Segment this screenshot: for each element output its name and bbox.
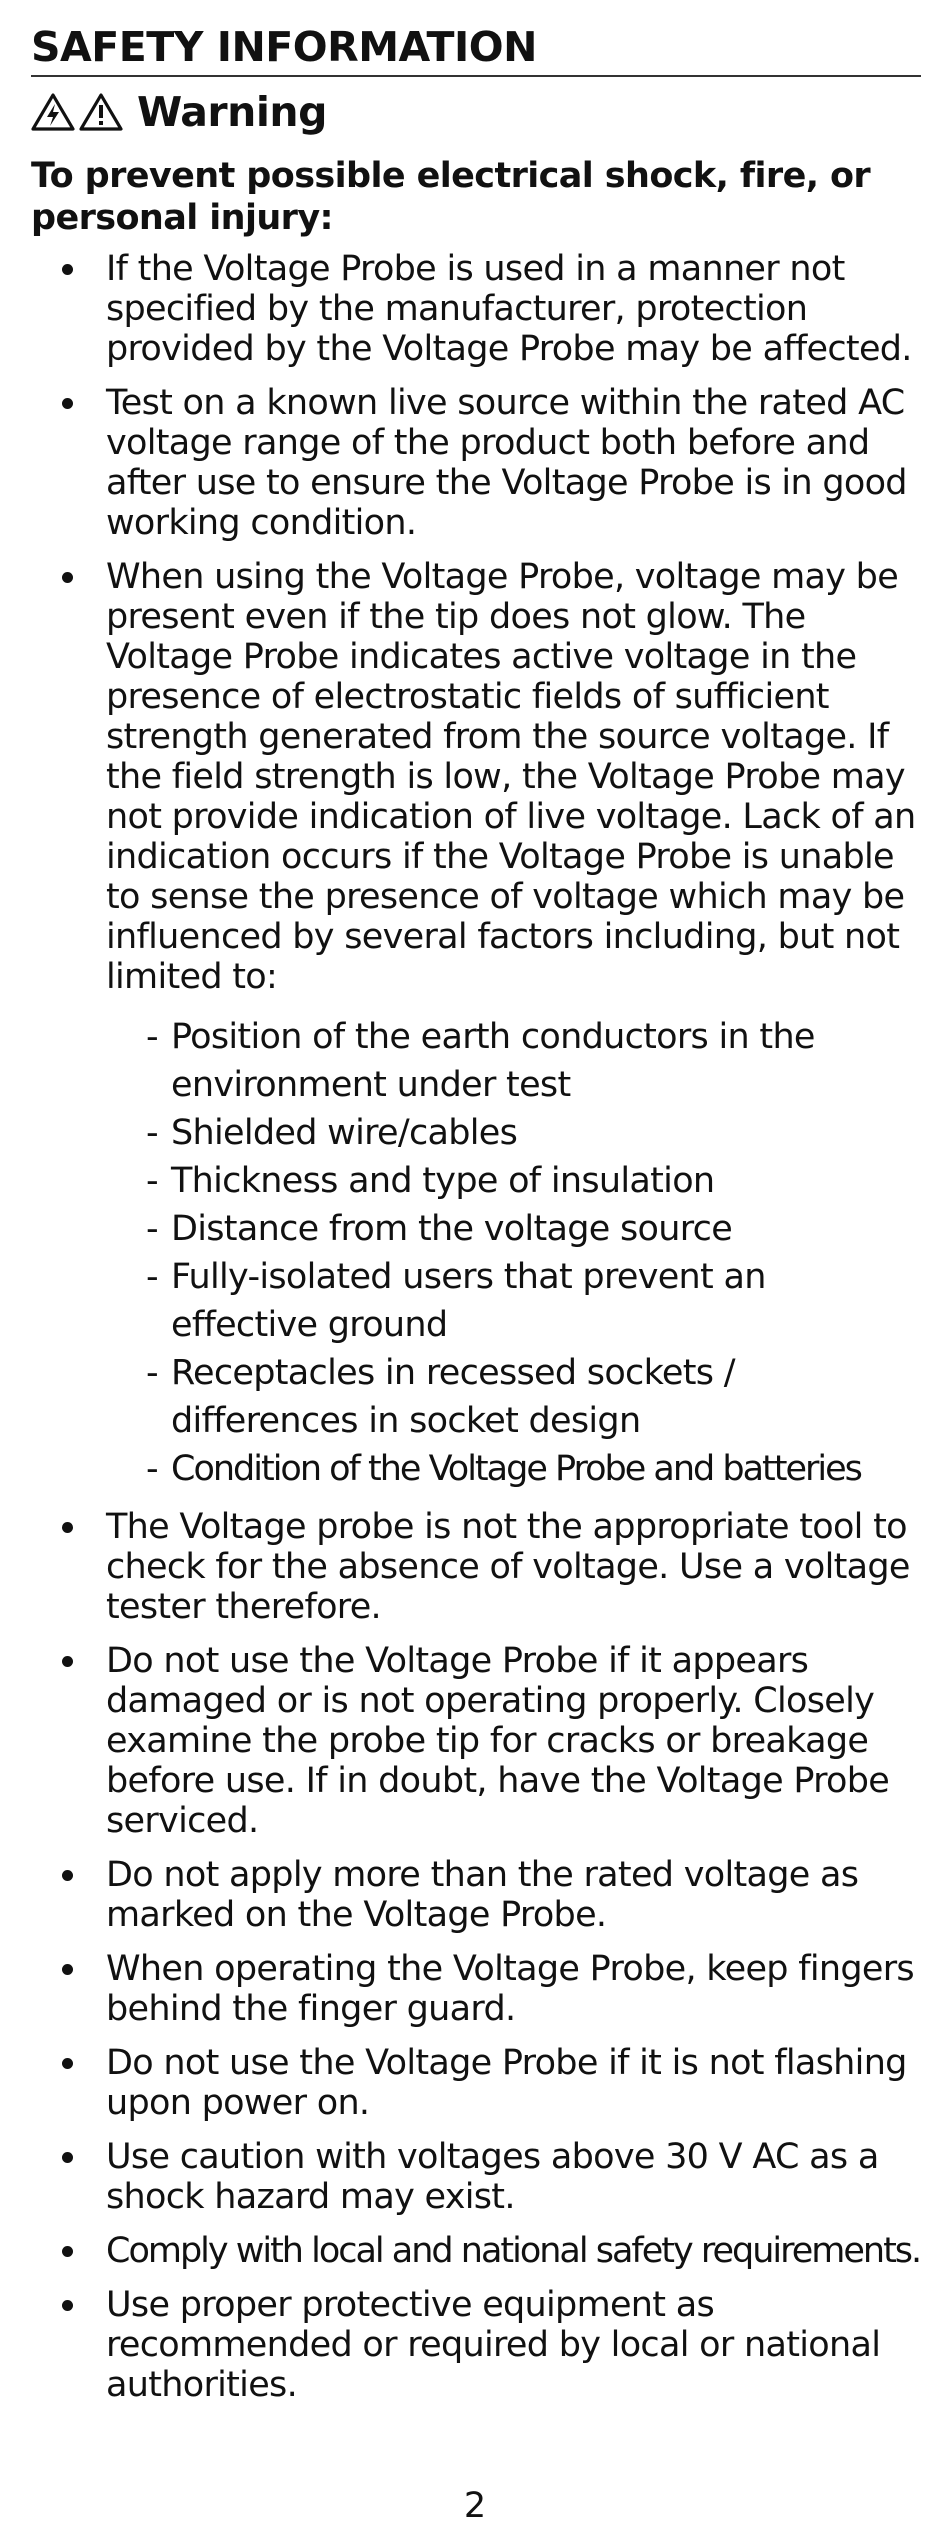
warning-intro: To prevent possible electrical shock, fire, or personal injury: bbox=[31, 156, 871, 238]
factor-item: - Fully-isolated users that prevent an effective ground bbox=[146, 1257, 766, 1345]
warning-triangle-icon bbox=[79, 92, 123, 132]
list-item: Test on a known live source within the rated AC voltage range of the product both before and after use to ensure the Voltage Probe is in good working condition. bbox=[31, 383, 921, 543]
section-title: SAFETY INFORMATION bbox=[31, 22, 921, 77]
safety-page bbox=[31, 22, 921, 2419]
list-item: Comply with local and national safety requirements. bbox=[31, 2231, 921, 2271]
factor-item: - Receptacles in recessed sockets / differences in socket design bbox=[146, 1353, 735, 1441]
list-item: If the Voltage Probe is used in a manner not specified by the manufacturer, protection provided by the Voltage Probe may be affected. bbox=[31, 249, 921, 369]
list-item: Use proper protective equipment as recommended or required by local or national authorities. bbox=[31, 2285, 921, 2405]
factor-item: - Distance from the voltage source bbox=[146, 1209, 733, 1249]
list-item: Do not use the Voltage Probe if it is not flashing upon power on. bbox=[31, 2043, 921, 2123]
factor-item: - Shielded wire/cables bbox=[146, 1113, 518, 1153]
factor-item: - Condition of the Voltage Probe and batteries bbox=[146, 1449, 861, 1489]
warning-label: Warning bbox=[137, 88, 327, 136]
list-item: Use caution with voltages above 30 V AC as a shock hazard may exist. bbox=[31, 2137, 921, 2217]
list-item: The Voltage probe is not the appropriate tool to check for the absence of voltage. Use a voltage tester therefore. bbox=[31, 1507, 921, 1627]
list-item: Do not use the Voltage Probe if it appears damaged or is not operating properly. Closely examine the probe tip for cracks or breakage before use. If in doubt, have the Voltage Probe serviced. bbox=[31, 1641, 921, 1841]
electrical-hazard-icon bbox=[31, 92, 75, 132]
page-number: 2 bbox=[463, 2486, 487, 2526]
factor-list bbox=[106, 1013, 921, 1493]
warning-header bbox=[31, 81, 921, 143]
list-item: When operating the Voltage Probe, keep fingers behind the finger guard. bbox=[31, 1949, 921, 2029]
list-item: Do not apply more than the rated voltage as marked on the Voltage Probe. bbox=[31, 1855, 921, 1935]
list-item: When using the Voltage Probe, voltage may be present even if the tip does not glow. The Voltage Probe indicates active voltage in the presence of electrostatic fields of sufficient strength generated from the source voltage. If the field strength is low, the Voltage Probe may not provide indication of live voltage. Lack of an indication occurs if the Voltage Probe is unable to sense the presence of voltage which may be influenced by several factors including, but not limited to: - Position of the earth conductors in the environment under test - Shielded wire/cables - Thickness and type of insulation - Distance from the voltage source - Fully-isolated users that prevent an effective ground - Receptacles in recessed sockets / differences in socket design - Condition of the Voltage Probe and batteries bbox=[31, 557, 921, 1493]
safety-list bbox=[31, 249, 921, 2405]
factor-item: - Thickness and type of insulation bbox=[146, 1161, 715, 1201]
factor-item: - Position of the earth conductors in the environment under test bbox=[146, 1017, 815, 1105]
